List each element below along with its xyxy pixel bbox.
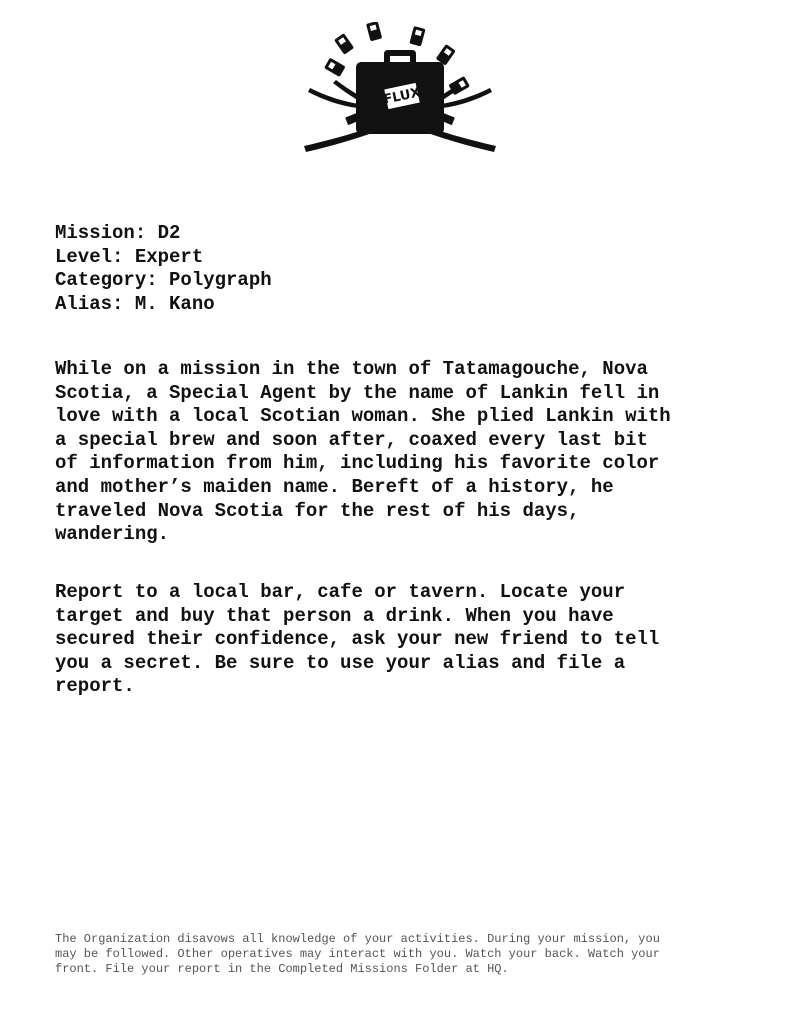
footer-line: may be followed. Other operatives may interact with you. Watch your back. Watch your bbox=[55, 947, 660, 961]
instruction-line: secured their confidence, ask your new friend to tell bbox=[55, 628, 660, 651]
footer-line: The Organization disavows all knowledge of your activities. During your mission, you bbox=[55, 932, 660, 946]
story-line: Scotia, a Special Agent by the name of Lankin fell in bbox=[55, 381, 660, 404]
instruction-line: you a secret. Be sure to use your alias and file a bbox=[55, 651, 626, 674]
mission-category: Category: Polygraph bbox=[55, 269, 272, 291]
mission-instructions bbox=[55, 581, 755, 699]
story-line: traveled Nova Scotia for the rest of his days, bbox=[55, 499, 580, 522]
mission-details bbox=[55, 222, 272, 316]
footer-line: front. File your report in the Completed Missions Folder at HQ. bbox=[55, 962, 509, 976]
story-line: of information from him, including his favorite color bbox=[55, 452, 660, 475]
mission-alias: Alias: M. Kano bbox=[55, 292, 215, 315]
mission-level: Level: Expert bbox=[55, 245, 204, 268]
instruction-line: target and buy that person a drink. When you have bbox=[55, 604, 614, 627]
briefcase-icon bbox=[356, 50, 444, 134]
flux-factory-logo bbox=[296, 22, 504, 162]
mission-id: Mission: D2 bbox=[55, 222, 181, 244]
story-line: a special brew and soon after, coaxed every last bit bbox=[55, 428, 648, 451]
mission-story bbox=[55, 358, 755, 547]
svg-text:FLUX: FLUX bbox=[382, 85, 422, 108]
story-line: love with a local Scotian woman. She plied Lankin with bbox=[55, 405, 671, 428]
disclaimer-footer bbox=[55, 932, 660, 977]
instruction-line: report. bbox=[55, 675, 135, 698]
story-line: While on a mission in the town of Tatamagouche, Nova bbox=[55, 358, 648, 380]
story-line: wandering. bbox=[55, 523, 170, 546]
story-line: and mother’s maiden name. Bereft of a history, he bbox=[55, 475, 614, 498]
instruction-line: Report to a local bar, cafe or tavern. Locate your bbox=[55, 581, 626, 603]
